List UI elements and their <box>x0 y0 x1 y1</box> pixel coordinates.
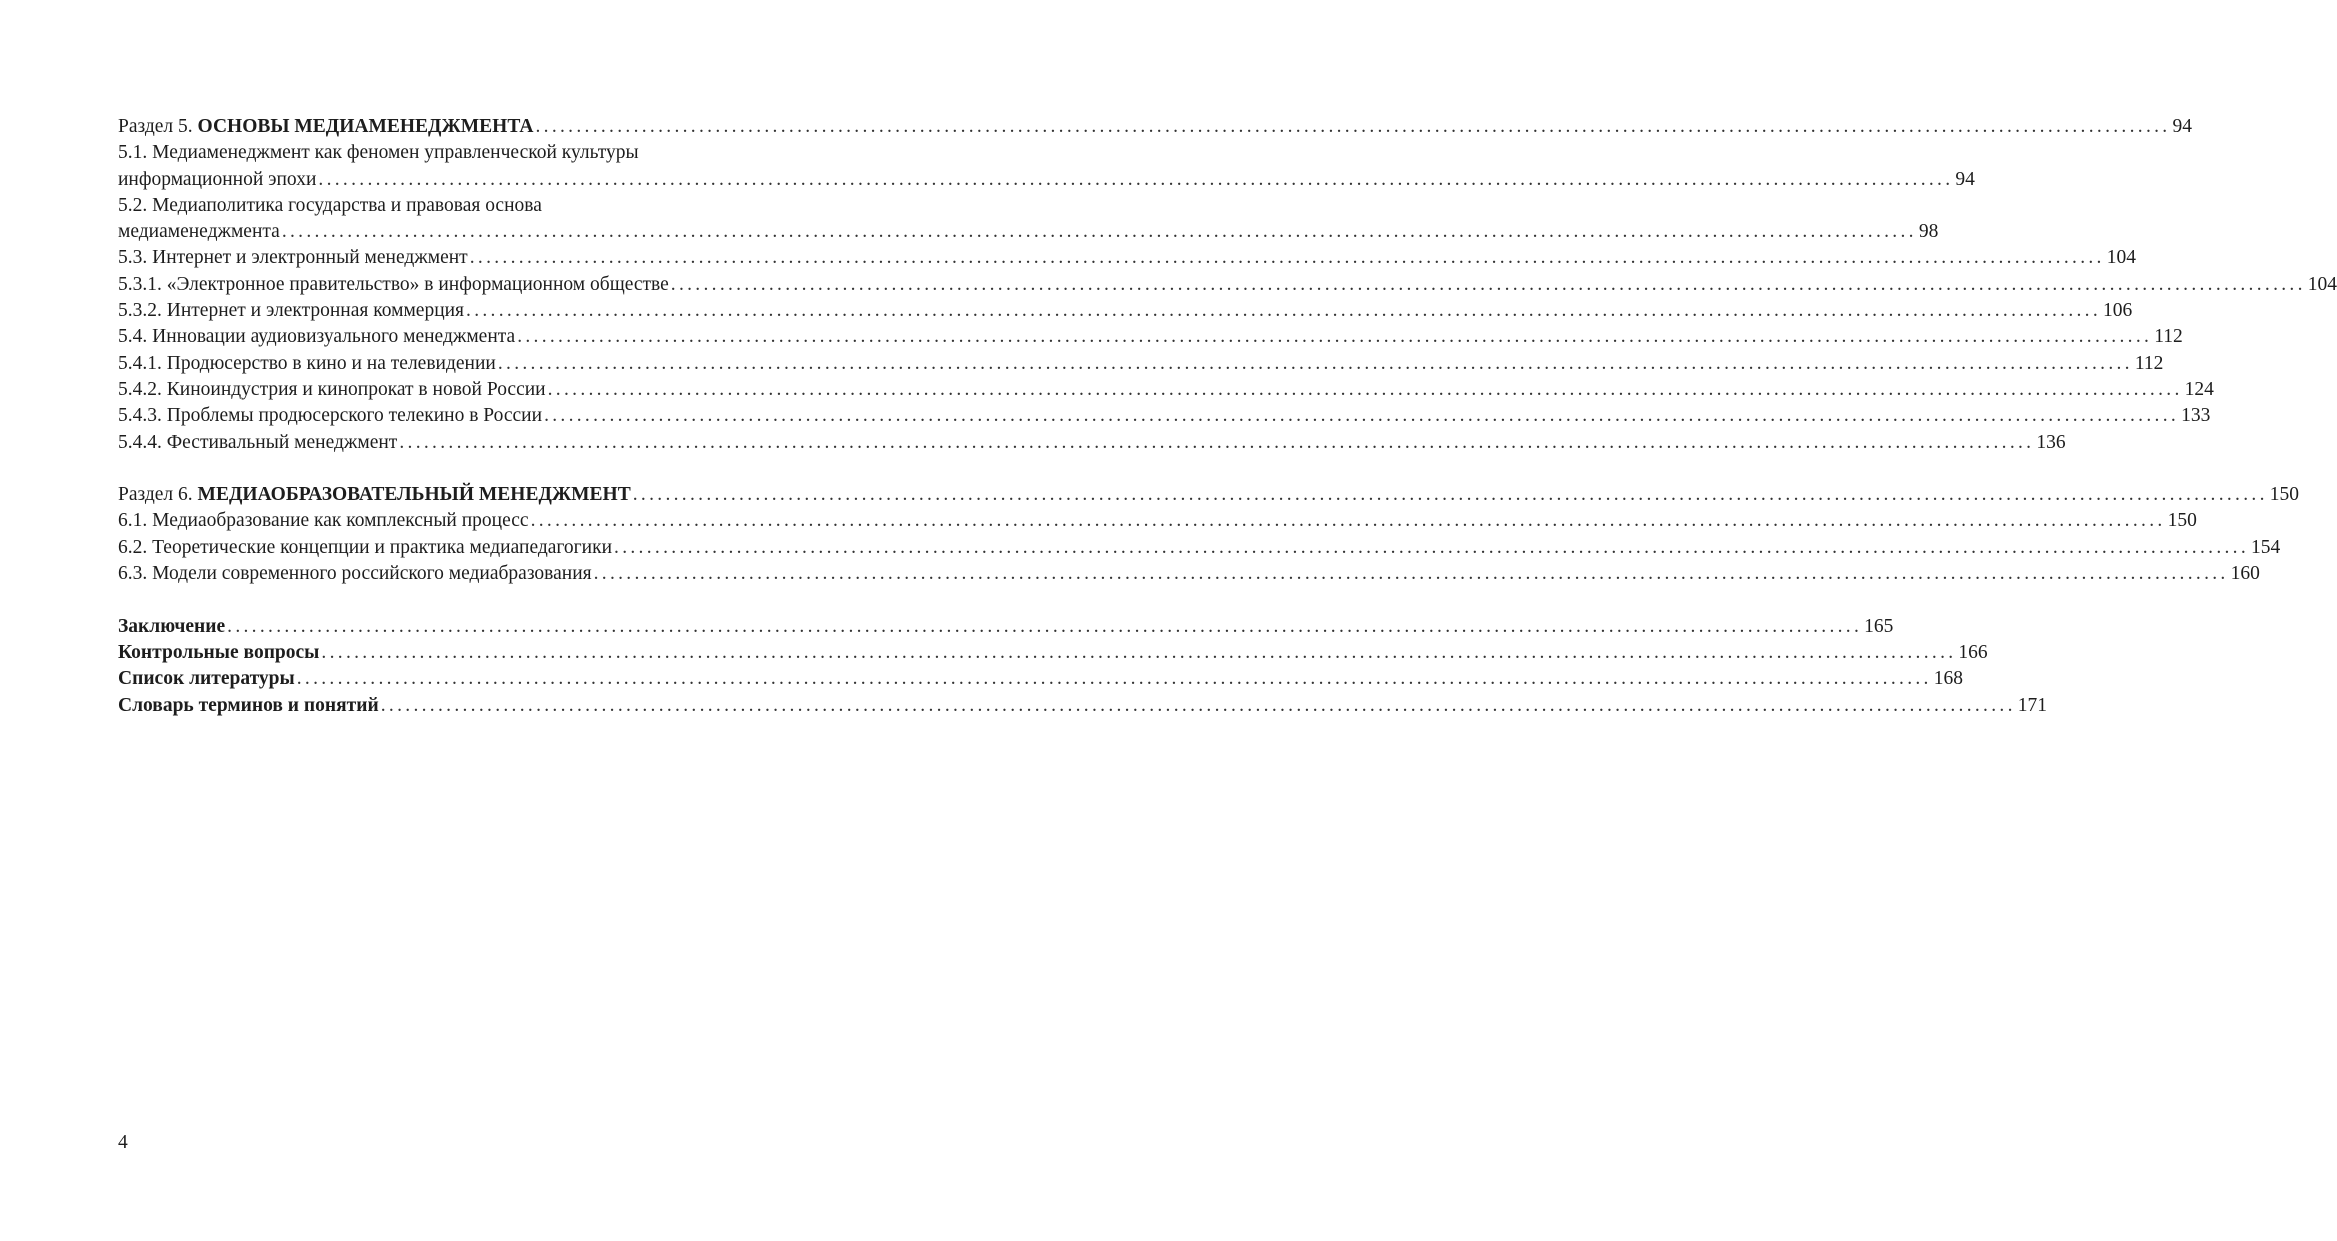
dot-leader: ........................................................................................................................................................................................................ <box>469 247 2105 269</box>
toc-entry-text: 5.4.2. Киноиндустрия и кинопрокат в новой России <box>118 378 546 400</box>
toc-entry-page: 112 <box>2134 352 2164 374</box>
toc-entry-text: 6.2. Теоретические концепции и практика медиапедагогики <box>118 536 613 558</box>
dot-leader: ........................................................................................................................................................................................................ <box>544 405 2180 427</box>
section-5-heading[interactable] <box>118 114 2192 140</box>
toc-entry-6-2[interactable] <box>118 535 2281 561</box>
toc-entry-5-3-2[interactable] <box>118 298 2133 324</box>
section-5-prefix: Раздел 5. <box>118 116 198 137</box>
toc-entry-bibliography[interactable] <box>118 666 1963 692</box>
toc-entry-text: 6.1. Медиаобразование как комплексный процесс <box>118 510 529 532</box>
section-5-title: ОСНОВЫ МЕДИАМЕНЕДЖМЕНТА <box>197 116 534 137</box>
toc-entry-5-3[interactable] <box>118 245 2136 271</box>
dot-leader: ........................................................................................................................................................................................................ <box>614 536 2250 558</box>
toc-entry-page: 94 <box>1955 168 1975 190</box>
toc-entry-5-1-first-line: 5.1. Медиаменеджмент как феномен управленческой культуры <box>118 142 639 164</box>
toc-entry-text: 5.4.3. Проблемы продюсерского телекино в России <box>118 405 543 427</box>
toc-entry-page: 166 <box>1958 641 1988 663</box>
section-5-page: 94 <box>2172 116 2192 137</box>
toc-entry-page: 136 <box>2036 431 2066 453</box>
toc-entry-text: 5.3.1. «Электронное правительство» в информационном обществе <box>118 273 669 295</box>
toc-entry-5-2[interactable] <box>118 219 1939 245</box>
toc-entry-page: 165 <box>1864 615 1894 637</box>
toc-entry-text: медиаменеджмента <box>118 221 280 243</box>
dot-leader: ........................................................................................................................................................................................................ <box>380 694 2016 716</box>
dot-leader: ........................................................................................................................................................................................................ <box>466 300 2102 322</box>
section-6-title: МЕДИАОБРАЗОВАТЕЛЬНЫЙ МЕНЕДЖМЕНТ <box>197 484 631 506</box>
dot-leader: ........................................................................................................................................................................................................ <box>530 510 2166 532</box>
toc-entry-page: 124 <box>2184 378 2214 400</box>
section-6-page: 150 <box>2269 484 2299 506</box>
dot-leader: ........................................................................................................................................................................................................ <box>535 116 2171 137</box>
toc-entry-questions[interactable] <box>118 640 1988 666</box>
toc-entry-6-3[interactable] <box>118 561 2260 587</box>
toc-entry-page: 154 <box>2251 536 2281 558</box>
dot-leader: ........................................................................................................................................................................................................ <box>593 563 2229 585</box>
toc-entry-5-4[interactable] <box>118 324 2183 350</box>
toc-entry-page: 171 <box>2017 694 2047 716</box>
spacer <box>118 587 764 613</box>
dot-leader: ........................................................................................................................................................................................................ <box>632 484 2268 506</box>
toc-entry-page: 104 <box>2106 247 2136 269</box>
toc-entry-page: 106 <box>2103 300 2133 322</box>
toc-entry-5-4-2[interactable] <box>118 377 2214 403</box>
toc-entry-page: 150 <box>2167 510 2197 532</box>
dot-leader: ........................................................................................................................................................................................................ <box>227 615 1863 637</box>
toc-entry-text: Список литературы <box>118 668 295 690</box>
dot-leader: ........................................................................................................................................................................................................ <box>296 668 1932 690</box>
toc-entry-glossary[interactable] <box>118 693 2047 719</box>
toc-entry-page: 104 <box>2307 273 2337 295</box>
toc-entry-5-3-1[interactable] <box>118 272 2337 298</box>
toc-entry-text: 5.4. Инновации аудиовизуального менеджмента <box>118 326 516 348</box>
toc-entry-text: Словарь терминов и понятий <box>118 694 379 716</box>
toc-entry-conclusion[interactable] <box>118 614 1894 640</box>
toc-entry-5-4-3[interactable] <box>118 403 2211 429</box>
toc-entry-text: 5.3.2. Интернет и электронная коммерция <box>118 300 465 322</box>
toc-entry-5-4-4[interactable] <box>118 430 2066 456</box>
toc-entry-5-4-1[interactable] <box>118 351 2164 377</box>
dot-leader: ........................................................................................................................................................................................................ <box>318 168 1954 190</box>
section-6-prefix: Раздел 6. <box>118 484 198 506</box>
toc-entry-page: 160 <box>2230 563 2260 585</box>
toc-entry-text: 6.3. Модели современного российского медиабразования <box>118 563 592 585</box>
toc-entry-5-2-first-line: 5.2. Медиаполитика государства и правовая основа <box>118 194 542 216</box>
toc-entry-text: Контрольные вопросы <box>118 641 320 663</box>
spacer <box>118 456 764 482</box>
toc-entry-text: 5.4.1. Продюсерство в кино и на телевидении <box>118 352 496 374</box>
dot-leader: ........................................................................................................................................................................................................ <box>321 641 1957 663</box>
dot-leader: ........................................................................................................................................................................................................ <box>547 378 2183 400</box>
dot-leader: ........................................................................................................................................................................................................ <box>281 221 1917 243</box>
toc-entry-text: 5.3. Интернет и электронный менеджмент <box>118 247 468 269</box>
toc-entry-page: 133 <box>2181 405 2211 427</box>
toc-entry-text: Заключение <box>118 615 226 637</box>
toc-entry-6-1[interactable] <box>118 508 2197 534</box>
section-6-heading[interactable] <box>118 482 2299 508</box>
toc-entry-page: 98 <box>1918 221 1939 243</box>
table-of-contents <box>118 114 2337 719</box>
toc-entry-5-1[interactable] <box>118 167 1975 193</box>
toc-entry-page: 168 <box>1933 668 1963 690</box>
dot-leader: ........................................................................................................................................................................................................ <box>497 352 2133 374</box>
toc-entry-page: 112 <box>2154 326 2183 348</box>
toc-entry-text: 5.4.4. Фестивальный менеджмент <box>118 431 398 453</box>
dot-leader: ........................................................................................................................................................................................................ <box>517 326 2153 348</box>
dot-leader: ........................................................................................................................................................................................................ <box>399 431 2035 453</box>
page-number: 4 <box>118 1132 128 1153</box>
toc-entry-text: информационной эпохи <box>118 168 317 190</box>
dot-leader: ........................................................................................................................................................................................................ <box>670 273 2306 295</box>
